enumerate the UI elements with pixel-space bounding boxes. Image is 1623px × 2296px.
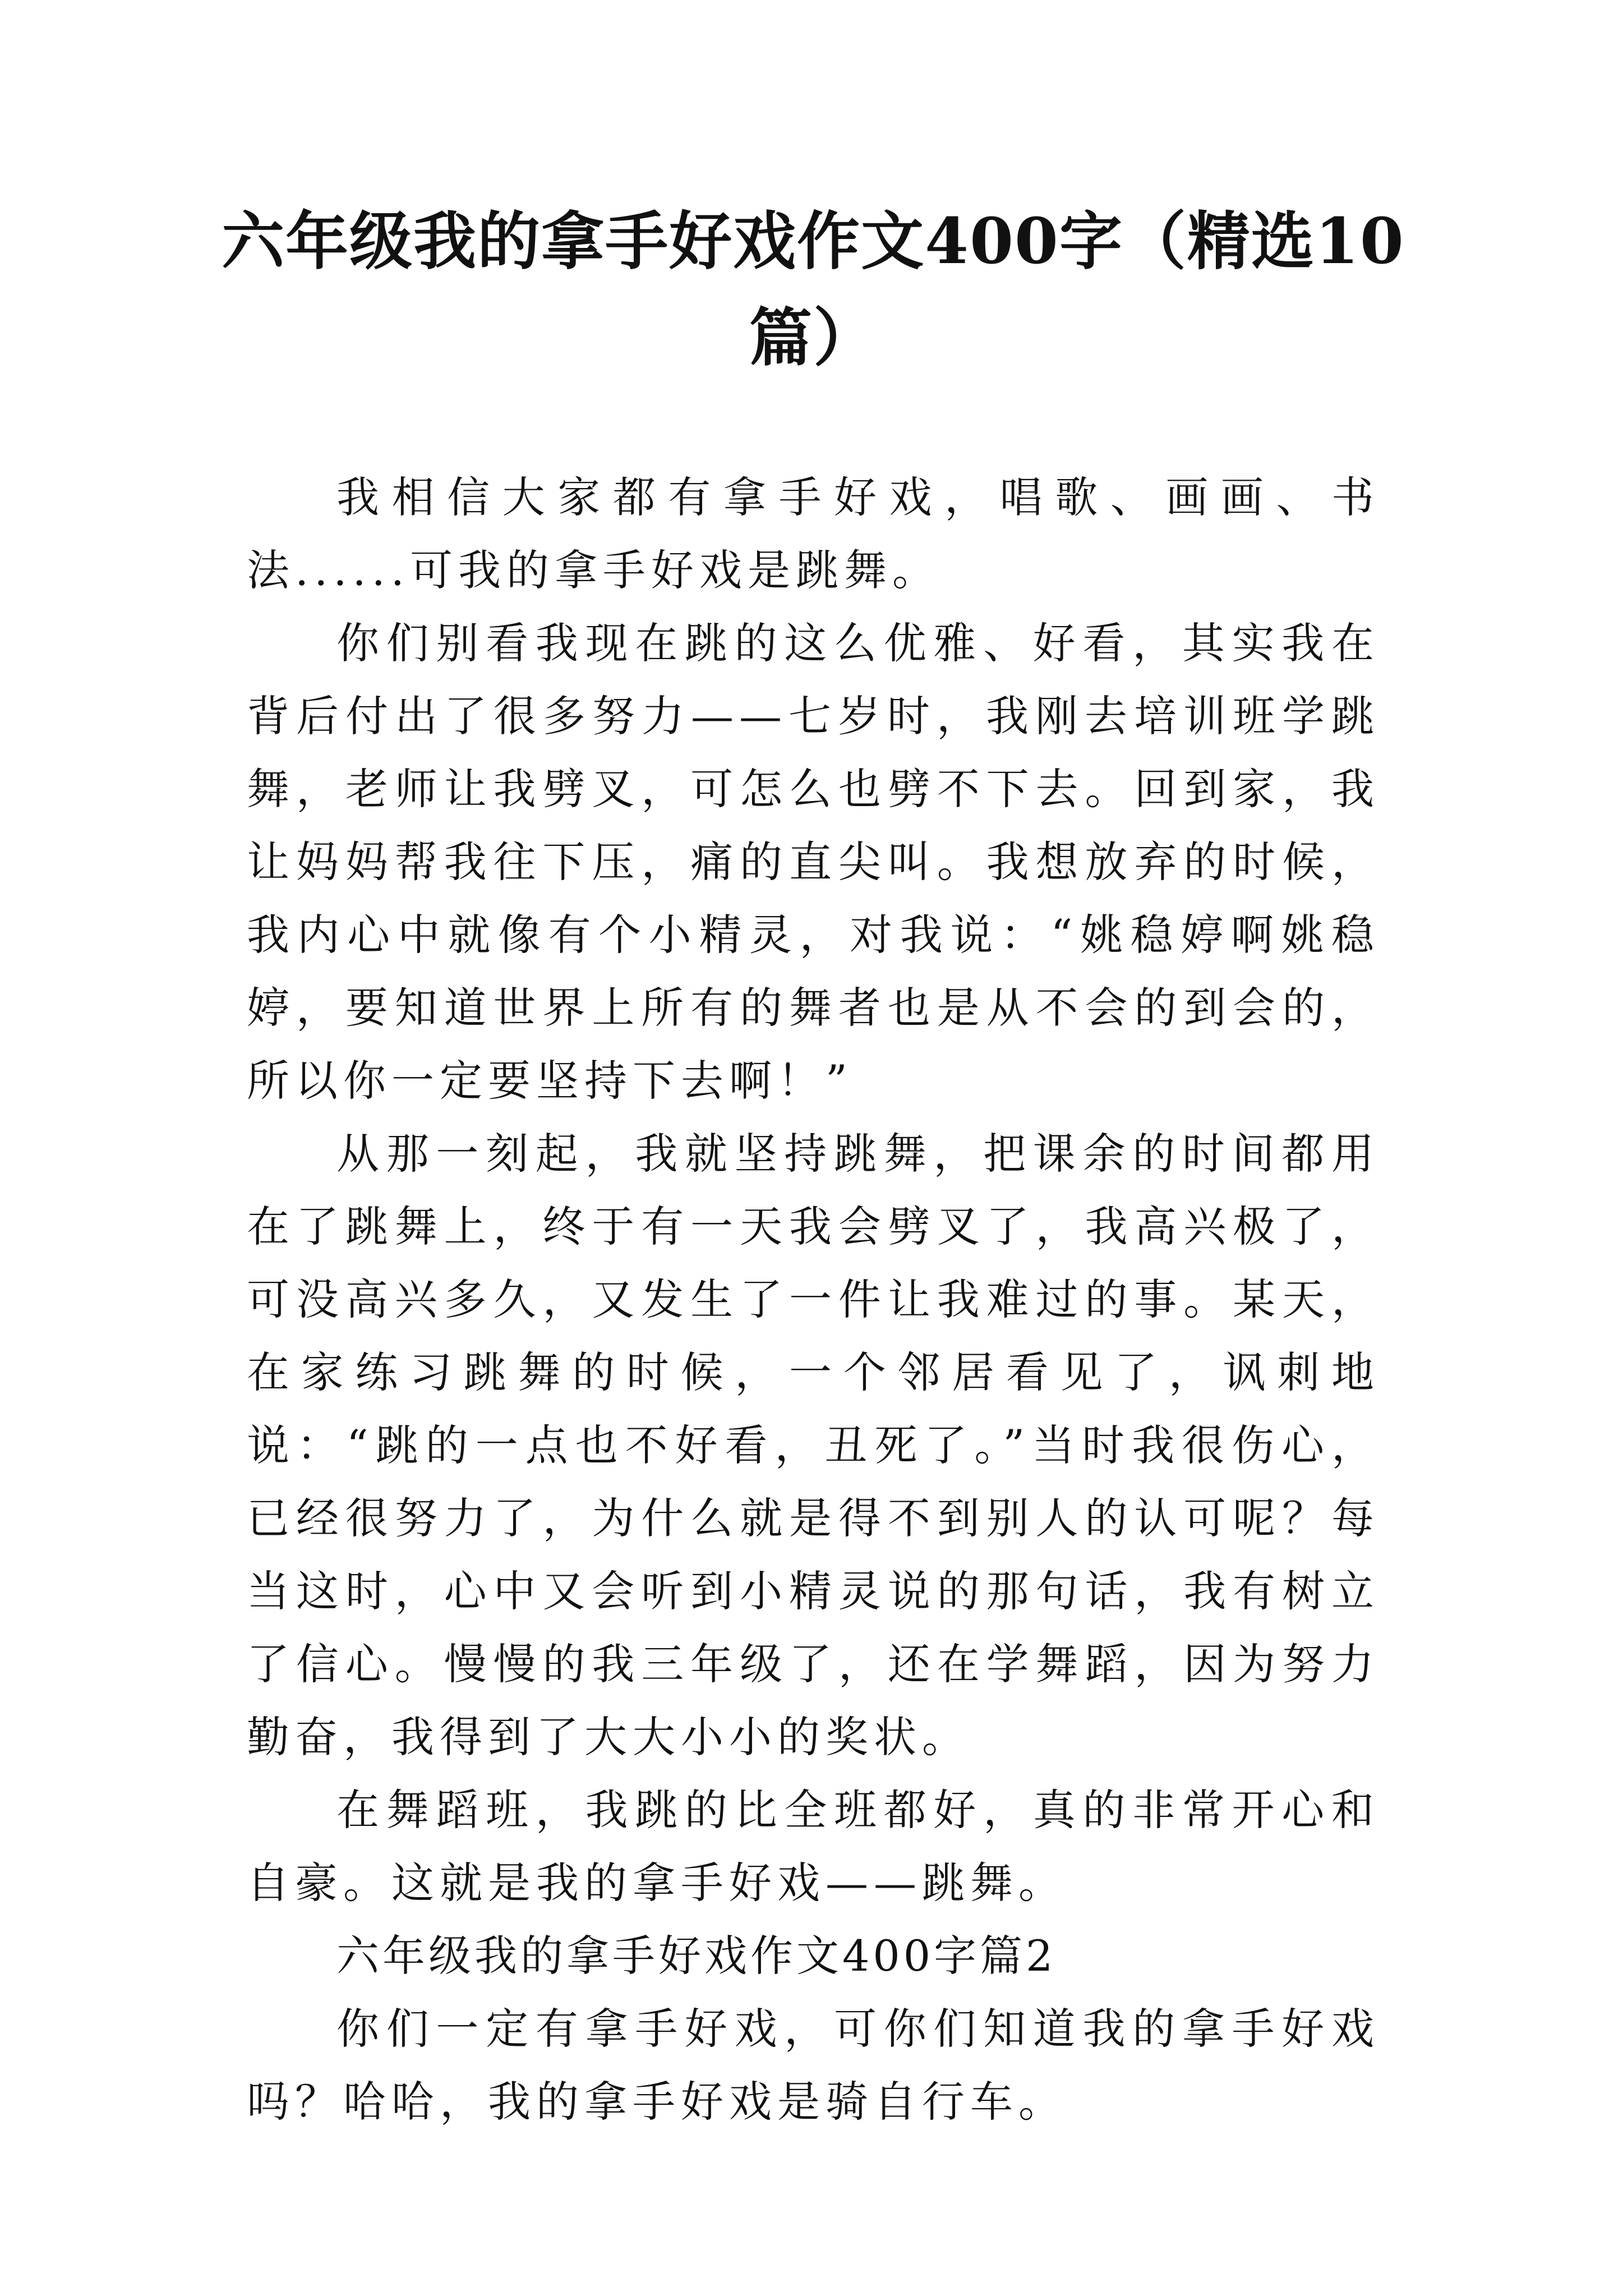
section-heading-2: 六年级我的拿手好戏作文400字篇2 [336,1931,1057,1981]
paragraph-3: 从那一刻起，我就坚持跳舞，把课余的时间都用在了跳舞上，终于有一天我会劈叉了，我高兴极了，可没高兴多久，又发生了一件让我难过的事。某天，在家练习跳舞的时候，一个邻居看见了，讽刺地说：“跳的一点也不好看，丑死了。”当时我很伤心，已经很努力了，为什么就是得不到别人的认可呢？每当这时，心中又会听到小精灵说的那句话，我有树立了信心。慢慢的我三年级了，还在学舞蹈，因为努力勤奋，我得到了大大小小的奖状。 [247,1129,1380,1762]
paragraph-4: 在舞蹈班，我跳的比全班都好，真的非常开心和自豪。这就是我的拿手好戏——跳舞。 [247,1785,1380,1908]
paragraph-2: 你们别看我现在跳的这么优雅、好看，其实我在背后付出了很多努力——七岁时，我刚去培训班学跳舞，老师让我劈叉，可怎么也劈不下去。回到家，我让妈妈帮我往下压，痛的直尖叫。我想放弃的时候，我内心中就像有个小精灵，对我说：“姚稳婷啊姚稳婷，要知道世界上所有的舞者也是从不会的到会的，所以你一定要坚持下去啊！” [247,618,1380,1106]
paragraph-1: 我相信大家都有拿手好戏，唱歌、画画、书法......可我的拿手好戏是跳舞。 [247,472,1380,595]
document-title: 六年级我的拿手好戏作文400字（精选10篇） [222,205,1405,375]
paragraph-5: 你们一定有拿手好戏，可你们知道我的拿手好戏吗？哈哈，我的拿手好戏是骑自行车。 [247,2004,1380,2127]
document-body [247,461,1380,2138]
